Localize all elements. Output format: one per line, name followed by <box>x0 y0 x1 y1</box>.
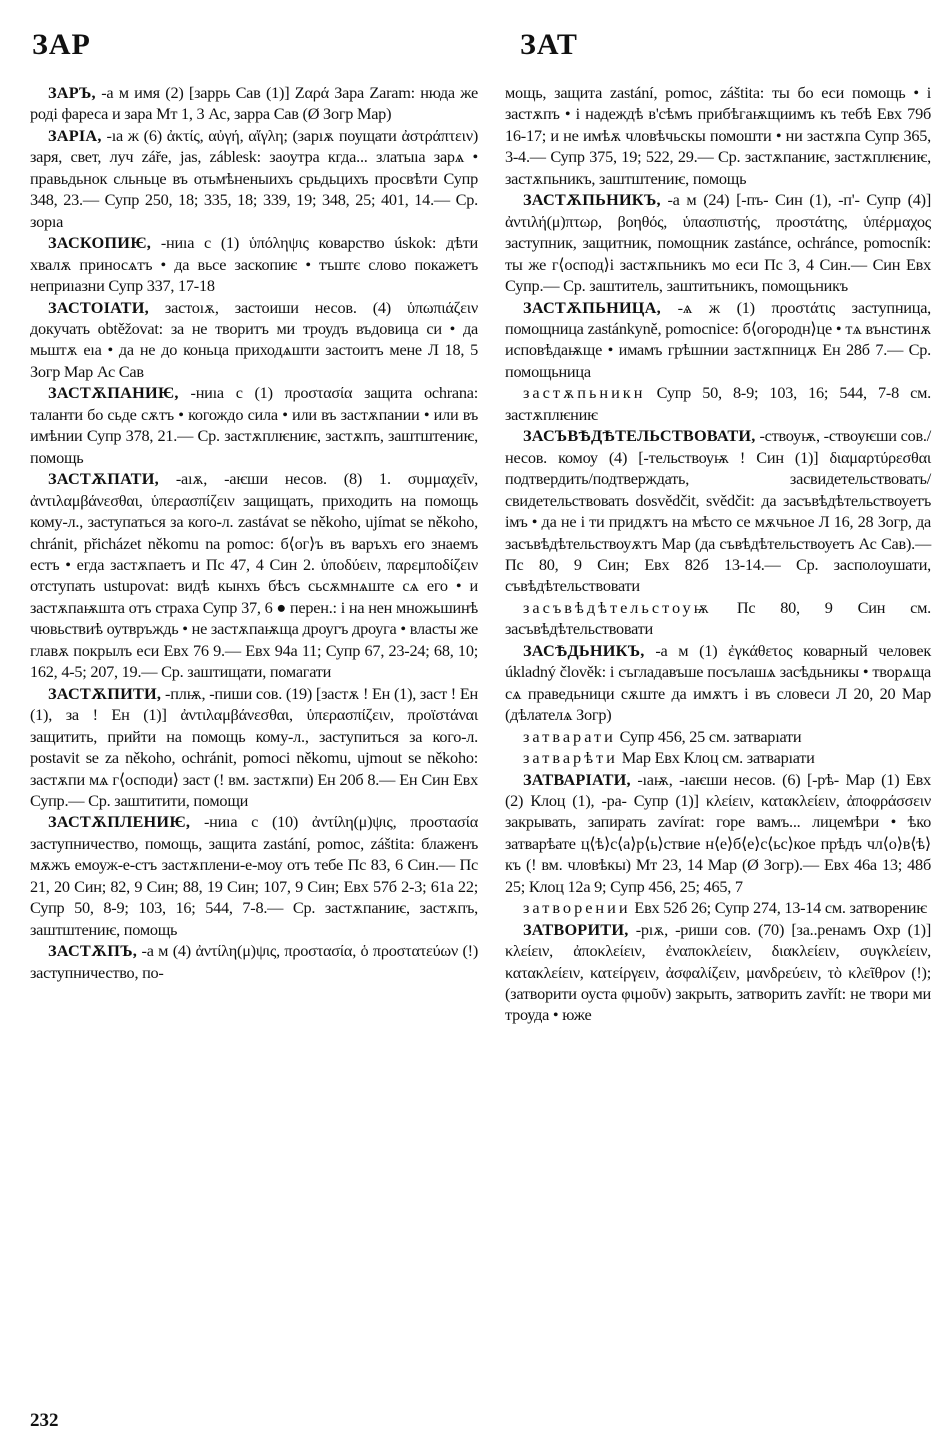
dictionary-entry <box>30 232 478 296</box>
entry-headword: затварѣти <box>523 748 618 768</box>
dictionary-entry <box>30 125 478 232</box>
entry-headword: ЗАТВОРИТИ, <box>523 919 629 939</box>
entry-headword: ЗАСЪВѢДѢТЕЛЬСТВОВАТИ, <box>523 426 756 446</box>
entry-body: Евх 52б 26; Супр 274, 13-14 см. затворениѥ <box>630 898 927 918</box>
entry-headword: ЗАСѢДЬНИКЪ, <box>523 640 645 660</box>
entry-headword: ЗАСТѪПАТИ, <box>48 469 159 489</box>
dictionary-entry <box>30 468 478 683</box>
dictionary-entry <box>30 382 478 468</box>
entry-headword: засъвѣдѣтельстоуѭ <box>523 597 712 617</box>
cross-reference-entry <box>505 726 931 747</box>
dictionary-entry <box>30 297 478 383</box>
dictionary-entry <box>505 82 931 189</box>
entry-body: Пс 80, 9 Син см. засъвѣдѣтельствовати <box>505 597 931 639</box>
dictionary-entry <box>30 940 478 983</box>
entry-body: -ствоуѭ, -ствоуѥши сов./несов. комоу (4) [-тельствоуѭ ! Син (1)] διαμαρτύρεσθαι подтвердить/подтверждать, засвидетельствовать/свидетельствовать dosvědčit, svědčit: да засъвѣдѣтельствоуетъ імъ • да не і ти придѫтъ на мѣсто се мѫчьное Л 16, 28 Зогр, да засъвѣдѣтельствоуѫтъ Мар (да съвѣдѣтельствоуетъ Ас Сав).— Пс 80, 9 Син; Евх 82б 13-14.— Ср. засполоушати, съвѣдѣтельствовати <box>505 426 931 596</box>
dictionary-entry <box>505 919 931 1026</box>
cross-reference-entry <box>505 597 931 640</box>
entry-body: мощь, защита zastání, pomoc, záštita: ты бо еси помощь • і застѫпъ • і надеждѣ в'сѣмъ прибѣгаѭщиимъ къ тебѣ Евх 79б 16-17; и не имѣѫ чловѣчьскы помошти • ни застѫпа Супр 365, 3-4.— Супр 375, 19; 522, 29.— Ср. застѫпаниѥ, застѫплѥниѥ, застѫпьникъ, заштштениѥ, помощь <box>505 83 931 188</box>
dictionary-entry <box>30 683 478 812</box>
entry-body: -а м имя (2) [заррь Сав (1)] Ζαρά Зара Zaram: нюда же роді фареса и зара Мт 1, 3 Ас, зарра Сав (Ø Зогр Мар) <box>30 83 478 124</box>
entry-headword: ЗАРЪ, <box>48 83 96 102</box>
entry-body: застоıѫ, застоиши несов. (4) ὑπωπιάζειν докучать obtěžovat: за не творитъ ми троудъ въдовица си • да мьштѫ еıа • да не до коньца приходѧшти застоитъ мене Л 18, 5 Зогр Мар Ас Сав <box>30 297 478 381</box>
dictionary-entry <box>505 297 931 383</box>
entry-headword: застѫпьникн <box>523 383 646 403</box>
left-column <box>30 82 478 983</box>
entry-headword: ЗАСКОПИѤ, <box>48 233 151 253</box>
entry-body: -ниıа с (10) ἀντίλη(μ)ψις, προστασία заступничество, помощь, защита zastání, pomoc, záštita: блаженъ мѫжъ емоуж-е-стъ застѫплени-е-моу отъ тебе Пс 83, 6 Син.— Пс 21, 20 Син; 82, 9 Син; 88, 19 Син; 107, 9 Син; Евх 57б 2-3; 61а 22; Супр 50, 8-9; 103, 16; 544, 7-8.— Ср. застѫпаниѥ, застѫпъ, заштштениѥ, помощь <box>30 812 478 939</box>
cross-reference-entry <box>505 897 931 918</box>
entry-headword: ЗАСТОІАТИ, <box>48 297 149 317</box>
entry-body: Супр 456, 25 см. затварıати <box>615 726 802 746</box>
entry-body: -ѧ ж (1) προστάτις заступница, помощница zastánkyně, pomocnice: б⟨огородн⟩це • тѧ вънстинѫ исповѣдаѭще • имамъ грѣшнии застѫпницѫ Ен 28б 7.— Ср. помощьница <box>505 297 931 381</box>
dictionary-entry <box>505 189 931 296</box>
entry-body: -аıѫ, -аѥши несов. (8) 1. συμμαχεῖν, ἀντιλαμβάνεσθαι, ὑπερασπίζειν защищать, приходить на помощь кому-л., заступаться за кого-л. zastávat se někoho, ujímat se někoho, chránit, přicházet někomu na pomoc: б⟨ог⟩ъ въ варъхъ его знаемъ естъ • егда застѫпаетъ и Пс 47, 4 Син 2. ὑποδύειν, παρεμποδίζειν отступать ustupovat: видѣ кынхъ бѣсъ сьсѫмнѧште сѧ его • и застѫпаѭшта отъ страха Супр 37, 6 ● перен.: і на нен множьшинѣ чювьствиѣ оутвръждь • не застѫпаѭща дроугъ дроуга • власты же главѫ покрылъ еси Евх 76 9.— Евх 94а 11; Супр 67, 23-24; 68, 10; 162, 4-5; 207, 19.— Ср. заштищати, помагати <box>30 469 478 682</box>
right-column <box>505 82 931 1026</box>
entry-body: -ıаѭ, -ıаѥши несов. (6) [-рѣ- Мар (1) Евх (2) Клоц (1), -ра- Супр (1)] κλείειν, κατακλείειν, ἀποφράσσειν закрывать, запирать zavírat: горе вамъ... лицемѣри • ѣко затварѣате ц⟨ѣ⟩с⟨а⟩р⟨ь⟩ствие н⟨е⟩б⟨е⟩с⟨ьс⟩кое прѣдъ чл⟨о⟩в⟨ѣ⟩къ (! вм. чловѣкы) Мт 23, 14 Мар (Ø Зогр).— Евх 46а 13; 48б 25; Клоц 12а 9; Супр 456, 25; 465, 7 <box>505 769 931 896</box>
dictionary-entry <box>30 811 478 940</box>
cross-reference-entry <box>505 382 931 425</box>
dictionary-entry <box>505 769 931 898</box>
entry-headword: ЗАСТѪПЪ, <box>48 941 138 961</box>
cross-reference-entry <box>505 747 931 768</box>
entry-headword: ЗАТВАРІАТИ, <box>523 769 631 789</box>
dictionary-entry <box>30 82 478 125</box>
entry-headword: затворении <box>523 898 631 918</box>
entry-headword: ЗАСТѪПЬНИКЪ, <box>523 190 661 210</box>
entry-headword: затварати <box>523 726 616 746</box>
entry-body: -ниıа с (1) προστασία защита ochrana: таланти бо сьде сѫтъ • когождо сила • или въ застѫпании • или въ имѣнии Супр 378, 21.— Ср. застѫплѥниѥ, застѫпъ, заштштениѥ, помощь <box>30 383 478 467</box>
entry-body: -а м (1) ἐγκάθετος коварный человек úkladný člověk: і съгладавъше посълашѧ засѣдьникы • творѧща сѧ праведьници сѫште да имѫтъ і въ словеси Л 20, 20 Мар (дѣлателѧ Зогр) <box>505 640 931 725</box>
entry-headword: ЗАСТѪПИТИ, <box>48 683 162 703</box>
entry-body: -плѭ, -пиши сов. (19) [застѫ ! Ен (1), заст ! Ен (1), за ! Ен (1)] ἀντιλαμβάνεσθαι, ὑπερασπίζειν, προϊστάναι защитить, прийти на помощь кому-л., заступиться за кого-л. postavit se za někoho, ochránit, pomoci někomu, ujmout se někoho: застѫпи мѧ г⟨осподи⟩ заст (! вм. застѫпи) Ен 20б 8.— Ен Син Евх Супр.— Ср. заштитити, помощи <box>30 683 478 810</box>
entry-headword: ЗАРІА, <box>48 125 102 145</box>
entry-body: Супр 50, 8-9; 103, 16; 544, 7-8 см. застѫплѥниѥ <box>505 383 931 424</box>
running-head-right: ЗАТ <box>520 28 578 61</box>
entry-headword: ЗАСТѪПЬНИЦА, <box>523 297 661 317</box>
entry-headword: ЗАСТѪПАНИѤ, <box>48 383 179 403</box>
entry-body: -ниıа с (1) ὑπόληψις коварство úskok: дѣти хвалѫ приносѧтъ • да вьсе заскопиѥ • тъштє слово покажетъ неприıазни Супр 337, 17-18 <box>30 233 478 296</box>
entry-body: -а м (4) ἀντίλη(μ)ψις, προστασία, ὁ προστατεύων (!) заступничество, по- <box>30 941 478 982</box>
entry-body: -ıа ж (6) ἀκτίς, αὐγή, αἴγλη; (зарıѫ поущати ἀστράπτειν) заря, свет, луч záře, jas, záblesk: заоутра кгда... златыıа зарѧ • правьдьнок сльньце въ отьмѣненыихъ срьдьцихъ просвѣти Супр 348, 23.— Супр 250, 18; 335, 18; 339, 19; 348, 25; 401, 14.— Ср. зорıа <box>30 125 478 231</box>
entry-body: -рıѫ, -риши сов. (70) [за..ренамъ Охр (1)] κλείειν, ἀποκλείειν, ἐναποκλείειν, διακλείειν, συγκλείειν, κατακλείειν, κατείργειν, ἀσφαλίζειν, μανδρεύειν, τὸ κλεῖθρον (!); (затворити оуста φιμοῦν) закрыть, затворить zavřít: не твори ми троуда • юже <box>505 919 931 1025</box>
entry-headword: ЗАСТѪПЛЕНИѤ, <box>48 812 191 832</box>
running-head-left: ЗАР <box>32 28 91 61</box>
page-number: 232 <box>30 1410 59 1431</box>
dictionary-entry <box>505 640 931 726</box>
entry-body: -а м (24) [-пъ- Син (1), -п'- Супр (4)] ἀντιλή(μ)πτωρ, βοηθός, ὑπασπιστής, προστάτης, ὑπέρμαχος заступник, защитник, помощник zastánce, ochránce, pomocník: ты же г⟨оспод⟩і застѫпьникъ мо еси Пс 3, 4 Син.— Син Евх Супр.— Ср. заштитель, заштитьникъ, помощьникъ <box>505 190 931 296</box>
dictionary-entry <box>505 425 931 597</box>
entry-body: Мар Евх Клоц см. затварıати <box>617 748 815 768</box>
